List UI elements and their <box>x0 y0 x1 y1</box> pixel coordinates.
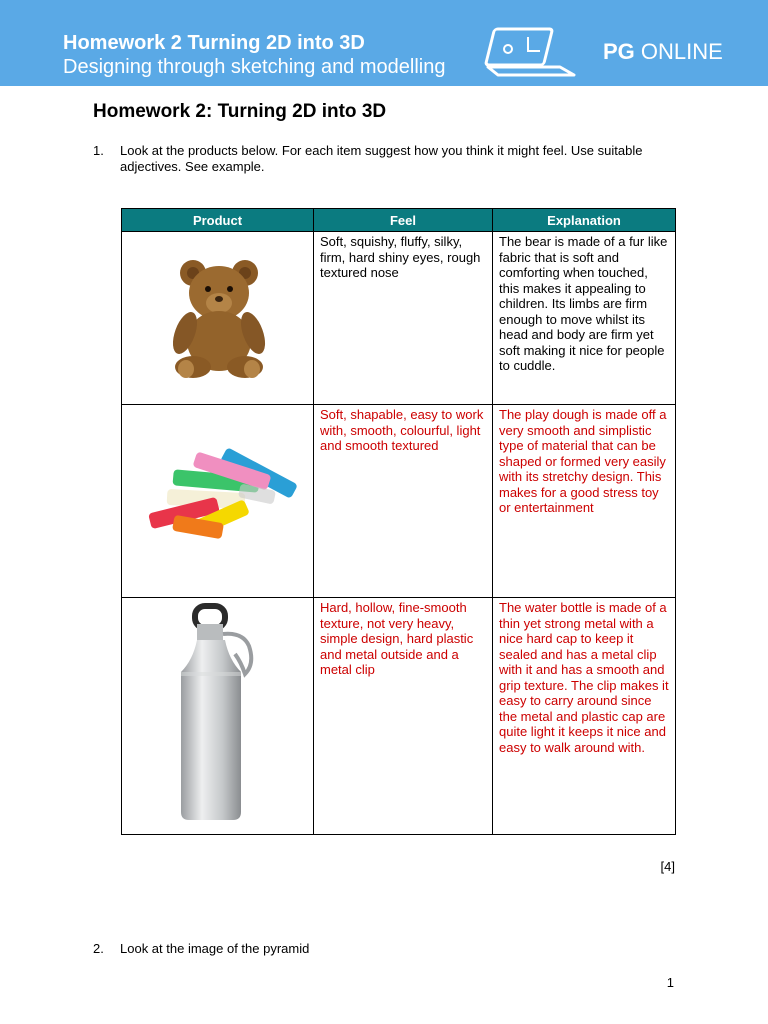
explanation-cell: The bear is made of a fur like fabric that is soft and comforting when touched, this makes it appealing to children. Its limbs are firm enough to move whilst its head and body are firm yet soft making it nice for people to cuddle. <box>493 232 676 405</box>
marks-label: [4] <box>660 859 675 874</box>
product-cell <box>122 598 314 835</box>
column-header-explanation: Explanation <box>493 209 676 232</box>
product-cell <box>122 232 314 405</box>
header-subtitle: Designing through sketching and modelling <box>63 56 446 78</box>
feel-cell: Soft, squishy, fluffy, silky, firm, hard shiny eyes, rough textured nose <box>314 232 493 405</box>
page-number: 1 <box>666 975 674 990</box>
column-header-feel: Feel <box>314 209 493 232</box>
water-bottle-image <box>143 602 293 827</box>
question-2-number: 2. <box>93 941 104 956</box>
explanation-cell: The play dough is made off a very smooth and simplistic type of material that can be shaped or formed very easily with its stretchy design. This makes for a good stress toy or entertainment <box>493 405 676 598</box>
play-dough-image <box>133 439 303 559</box>
laptop-icon <box>484 27 594 77</box>
header-banner <box>0 0 768 86</box>
product-feel-table <box>121 208 676 835</box>
teddy-bear-image <box>153 251 283 381</box>
header-title: Homework 2 Turning 2D into 3D <box>63 32 365 54</box>
column-header-product: Product <box>122 209 314 232</box>
explanation-cell: The water bottle is made of a thin yet strong metal with a nice hard cap to keep it sealed and has a metal clip with it and has a smooth and grip texture. The clip makes it easy to carry around since the metal and plastic cap are quite light it keeps it nice and easy to walk around with. <box>493 598 676 835</box>
table-header-row <box>122 209 676 232</box>
question-1-number: 1. <box>93 143 104 158</box>
question-1-text: Look at the products below. For each item suggest how you think it might feel. Use suitable adjectives. See example. <box>120 143 643 174</box>
page-title: Homework 2: Turning 2D into 3D <box>93 101 387 122</box>
table-row <box>122 598 676 835</box>
table-row <box>122 405 676 598</box>
feel-cell: Hard, hollow, fine-smooth texture, not very heavy, simple design, hard plastic and metal outside and a metal clip <box>314 598 493 835</box>
feel-cell: Soft, shapable, easy to work with, smooth, colourful, light and smooth textured <box>314 405 493 598</box>
brand-logo: PG ONLINE <box>603 39 723 64</box>
question-2-text: Look at the image of the pyramid <box>120 941 310 956</box>
product-cell <box>122 405 314 598</box>
table-row <box>122 232 676 405</box>
